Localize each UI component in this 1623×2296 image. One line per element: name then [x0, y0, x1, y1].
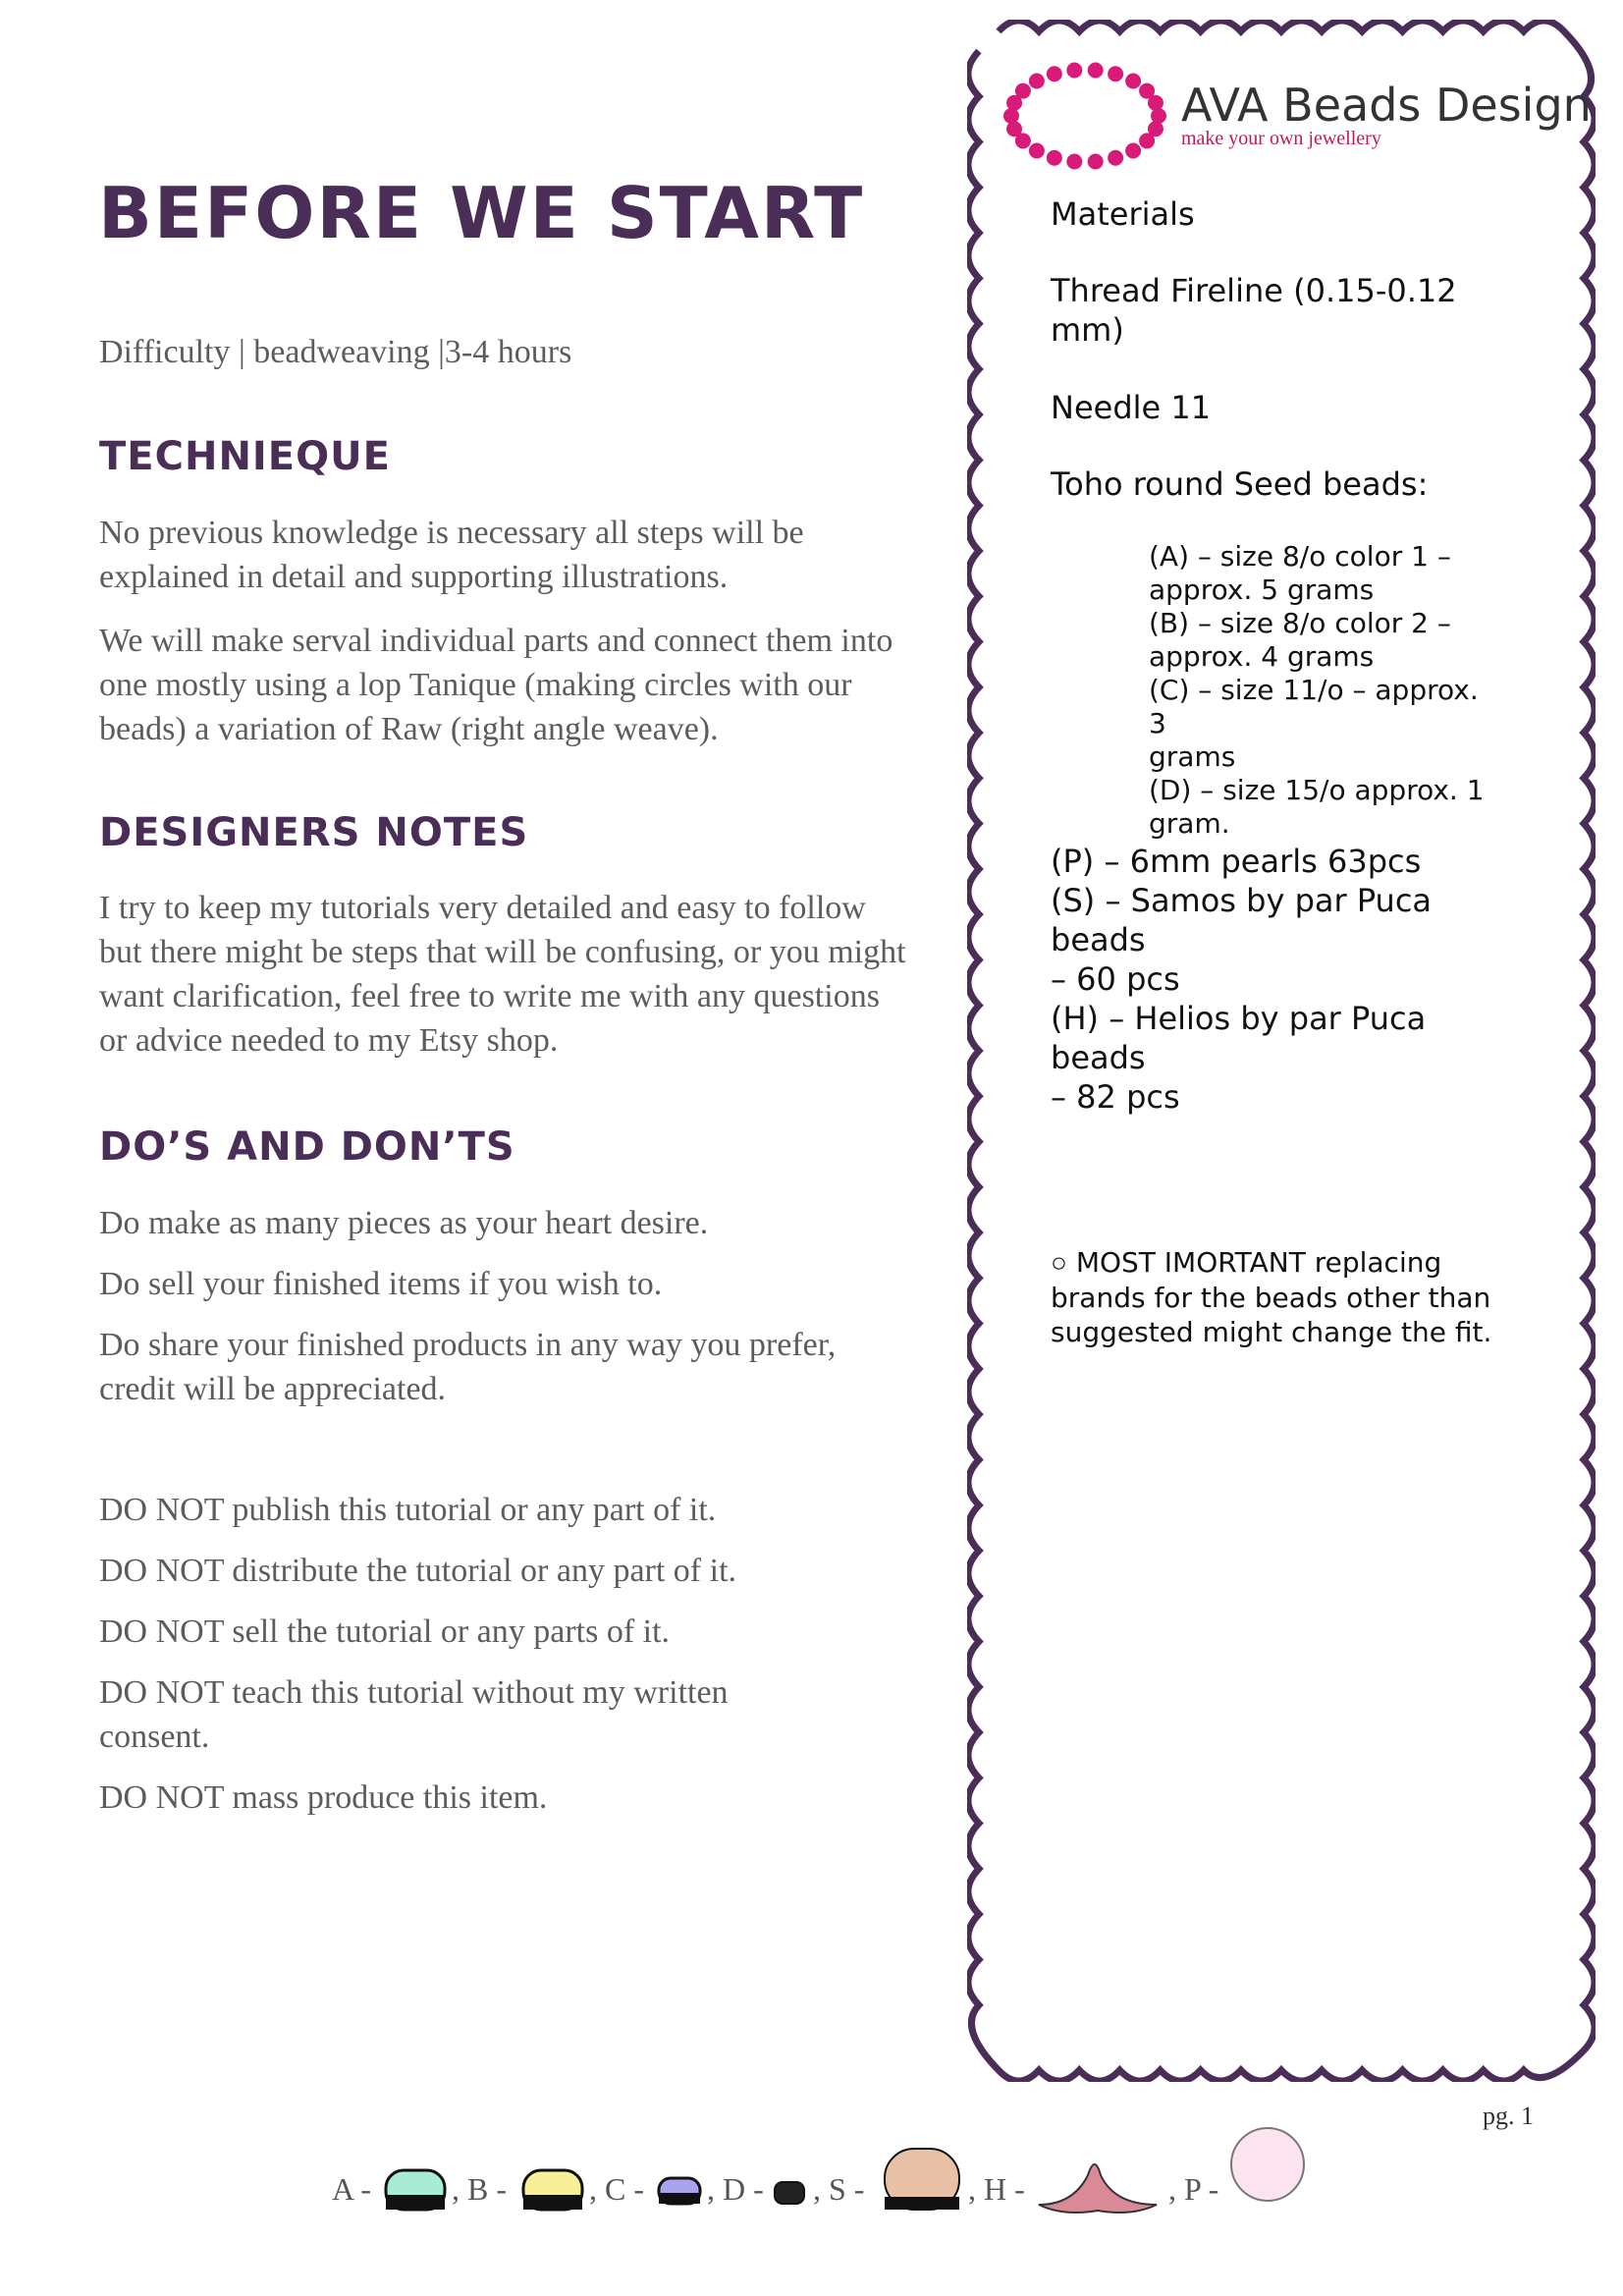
logo-bead — [1066, 62, 1082, 78]
do-item: Do share your finished products in any way you prefer, credit will be appreciated. — [99, 1327, 837, 1407]
bead-c-icon — [656, 2175, 703, 2207]
logo-bead — [1108, 66, 1123, 82]
legend-label-c: , C - — [589, 2171, 644, 2207]
materials-heading: Materials — [1051, 195, 1195, 233]
seed-bead-line: (A) – size 8/o color 1 – — [1149, 540, 1451, 573]
dont-item: DO NOT mass produce this item. — [99, 1779, 548, 1816]
bead-a-icon — [383, 2167, 448, 2213]
extra-bead-line: (P) – 6mm pearls 63pcs — [1051, 843, 1422, 880]
logo-bead — [1151, 108, 1166, 124]
logo-bead — [1003, 108, 1019, 124]
legend-label-s: , S - — [813, 2171, 865, 2207]
logo-bead — [1088, 154, 1104, 170]
dos-donts-heading: DO’S AND DON’TS — [99, 1124, 515, 1170]
seed-bead-line: (D) – size 15/o approx. 1 — [1149, 774, 1485, 806]
logo-bead — [1139, 133, 1155, 148]
extra-beads-list — [1051, 842, 1522, 1117]
legend-label-a: A - — [332, 2171, 371, 2207]
page-title: BEFORE WE START — [98, 172, 865, 254]
bead-d-icon — [772, 2179, 807, 2207]
extra-bead-line: (H) – Helios by par Puca beads — [1051, 1000, 1427, 1076]
seed-bead-line: approx. 4 grams — [1149, 640, 1375, 673]
logo-tagline: make your own jewellery — [1181, 128, 1381, 149]
logo-bead — [1015, 83, 1031, 99]
bead-legend — [332, 2146, 1314, 2234]
do-item: Do sell your finished items if you wish to. — [99, 1266, 663, 1302]
important-note-text: MOST IMORTANT replacing brands for the beads other than suggested might change the fit. — [1051, 1246, 1492, 1348]
logo-bead — [1047, 66, 1062, 82]
logo-bead — [1047, 150, 1062, 166]
materials-thread: Thread Fireline (0.15-0.12 mm) — [1051, 272, 1457, 349]
logo-bead — [1029, 143, 1045, 159]
bead-b-icon — [520, 2167, 585, 2213]
materials-seed-heading: Toho round Seed beads: — [1051, 465, 1429, 503]
logo-bead — [1006, 121, 1022, 137]
logo-name: AVA Beads Design — [1181, 79, 1592, 132]
logo-bead — [1029, 73, 1045, 88]
legend-label-h: , H - — [968, 2171, 1025, 2207]
seed-bead-list — [1149, 540, 1502, 841]
technique-heading: TECHNIEQUE — [99, 434, 391, 479]
dont-item: DO NOT distribute the tutorial or any part of it. — [99, 1553, 737, 1589]
bullet-icon: ○ — [1051, 1248, 1067, 1279]
logo-bead — [1125, 143, 1141, 159]
extra-bead-line: – 82 pcs — [1051, 1078, 1180, 1116]
dont-item: DO NOT publish this tutorial or any part of it. — [99, 1492, 717, 1528]
logo-bead-ring-icon — [997, 57, 1173, 175]
materials-needle: Needle 11 — [1051, 389, 1212, 426]
difficulty-line: Difficulty | beadweaving |3-4 hours — [99, 334, 572, 370]
seed-bead-line: grams — [1149, 740, 1236, 773]
extra-bead-line: – 60 pcs — [1051, 960, 1180, 998]
bead-h-icon — [1034, 2146, 1162, 2216]
dont-item: DO NOT sell the tutorial or any parts of it. — [99, 1613, 671, 1650]
extra-bead-line: (S) – Samos by par Puca beads — [1051, 882, 1433, 958]
legend-label-b: , B - — [452, 2171, 507, 2207]
page-number: pg. 1 — [1483, 2102, 1534, 2130]
important-note — [1051, 1245, 1492, 1349]
bead-s-icon — [882, 2146, 962, 2214]
seed-bead-line: (B) – size 8/o color 2 – — [1149, 607, 1451, 639]
bead-p-icon — [1227, 2124, 1308, 2205]
legend-label-d: , D - — [707, 2171, 764, 2207]
seed-bead-line: approx. 5 grams — [1149, 574, 1375, 606]
designers-notes-paragraph: I try to keep my tutorials very detailed and easy to follow but there might be steps that will be confusing, or you might want clarification, feel free to write me with any questions or advice needed to my Etsy shop. — [99, 890, 906, 1059]
logo-bead — [1125, 73, 1141, 88]
logo-bead — [1066, 154, 1082, 170]
dont-item: DO NOT teach this tutorial without my written consent. — [99, 1674, 729, 1755]
technique-paragraph-1: No previous knowledge is necessary all steps will be explained in detail and supporting illustrations. — [99, 515, 804, 595]
logo-bead — [1108, 150, 1123, 166]
logo-bead — [1088, 62, 1104, 78]
seed-bead-line: gram. — [1149, 807, 1230, 840]
technique-paragraph-2: We will make serval individual parts and connect them into one mostly using a lop Tanique (making circles with our beads) a variation of Raw (right angle weave). — [99, 623, 893, 747]
seed-bead-line: (C) – size 11/o – approx. 3 — [1149, 674, 1479, 739]
do-item: Do make as many pieces as your heart desire. — [99, 1205, 709, 1241]
designers-notes-heading: DESIGNERS NOTES — [99, 810, 529, 855]
logo-bead — [1148, 95, 1163, 111]
legend-label-p: , P - — [1168, 2171, 1219, 2207]
